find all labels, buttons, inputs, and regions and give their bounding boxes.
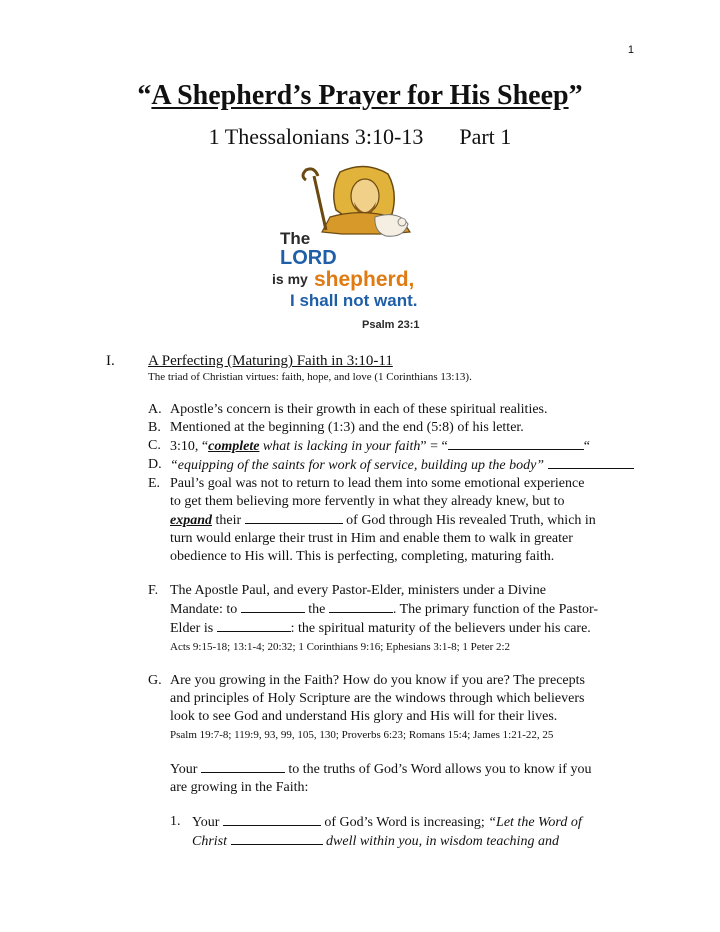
section-title: A Perfecting (Maturing) Faith in 3:10-11 (148, 353, 393, 369)
section-numeral: I. (106, 353, 115, 369)
fill-in-blank (241, 600, 305, 613)
title-close-quote: ” (568, 80, 583, 111)
fill-in-blank (223, 813, 321, 826)
logo-line-is-my: is my (272, 271, 308, 287)
outline-content (106, 352, 636, 851)
fill-in-blank (548, 456, 634, 469)
outline-item-d: D. “equipping of the saints for work of service, building up the body” (148, 456, 636, 475)
section-heading (106, 352, 636, 370)
title-open-quote: “ (137, 80, 152, 111)
logo-line-shepherd: shepherd, (314, 268, 415, 291)
fill-in-blank (231, 832, 323, 845)
shepherd-illustration-icon (303, 166, 410, 236)
fill-in-blank (448, 437, 584, 450)
outline-item-a: A. Apostle’s concern is their growth in each of these spiritual realities. (148, 402, 548, 417)
part-label: Part 1 (459, 124, 512, 149)
outline-item-g-1: 1. Your of God’s Word is increasing; “Let the Word of Christ dwell within you, in wisdom teaching and (170, 814, 582, 849)
lord-is-my-shepherd-logo (270, 162, 460, 337)
outline-item-e: E. Paul’s goal was not to return to lead them into some emotional experience to get them believing more fervently in what they already knew, but to expand their of God through His revealed Truth, which in turn would enlarge their trust in Him and enable them to walk in greater obedience to His will. This is perfecting, completing, maturing faith. (148, 476, 596, 564)
page-title (0, 80, 720, 112)
logo-line-i-shall-not-want: I shall not want. (290, 291, 418, 310)
outline-item-c: C. 3:10, “complete what is lacking in your faith” = “ “ (148, 438, 590, 454)
page-number: 1 (627, 44, 634, 56)
logo-line-the: The (280, 229, 311, 248)
logo-line-lord: LORD (280, 247, 337, 269)
title-text: A Shepherd’s Prayer for His Sheep (151, 80, 569, 111)
outline-item-f: F. The Apostle Paul, and every Pastor-Elder, ministers under a Divine Mandate: to the . The primary function of the Pastor- Elder is : the spiritual maturity of the believers under his care. Acts 9:15-18; 13:1-4; 20:32; 1 Corinthians 9:16; Ephesians 3:1-8; 1 Peter 2:2 (148, 583, 599, 653)
scripture-reference: 1 Thessalonians 3:10-13 (208, 124, 424, 149)
fill-in-blank (245, 511, 343, 524)
fill-in-blank (329, 600, 393, 613)
logo-line-psalm: Psalm 23:1 (362, 319, 420, 331)
outline-item-g: G. Are you growing in the Faith? How do you know if you are? The precepts and principles of Holy Scripture are the windows through which believers look to see God and understand His glory and His will for their lives. Psalm 19:7-8; 119:9, 93, 99, 105, 130; Proverbs 6:23; Romans 15:4; James 1:21-22, 25 Your to the truths of God’s Word allows you to know if you are growing in the Faith: 1. Your of God’s Word is increasing; “Let the Word of Christ dwell within you, in wisdom teaching and (148, 672, 636, 851)
fill-in-blank (217, 619, 291, 632)
fill-in-blank (201, 760, 285, 773)
outline-item-b: B. Mentioned at the beginning (1:3) and the end (5:8) of his letter. (148, 420, 524, 435)
subtitle (0, 124, 720, 150)
section-note: The triad of Christian virtues: faith, hope, and love (1 Corinthians 13:13). (148, 371, 472, 383)
